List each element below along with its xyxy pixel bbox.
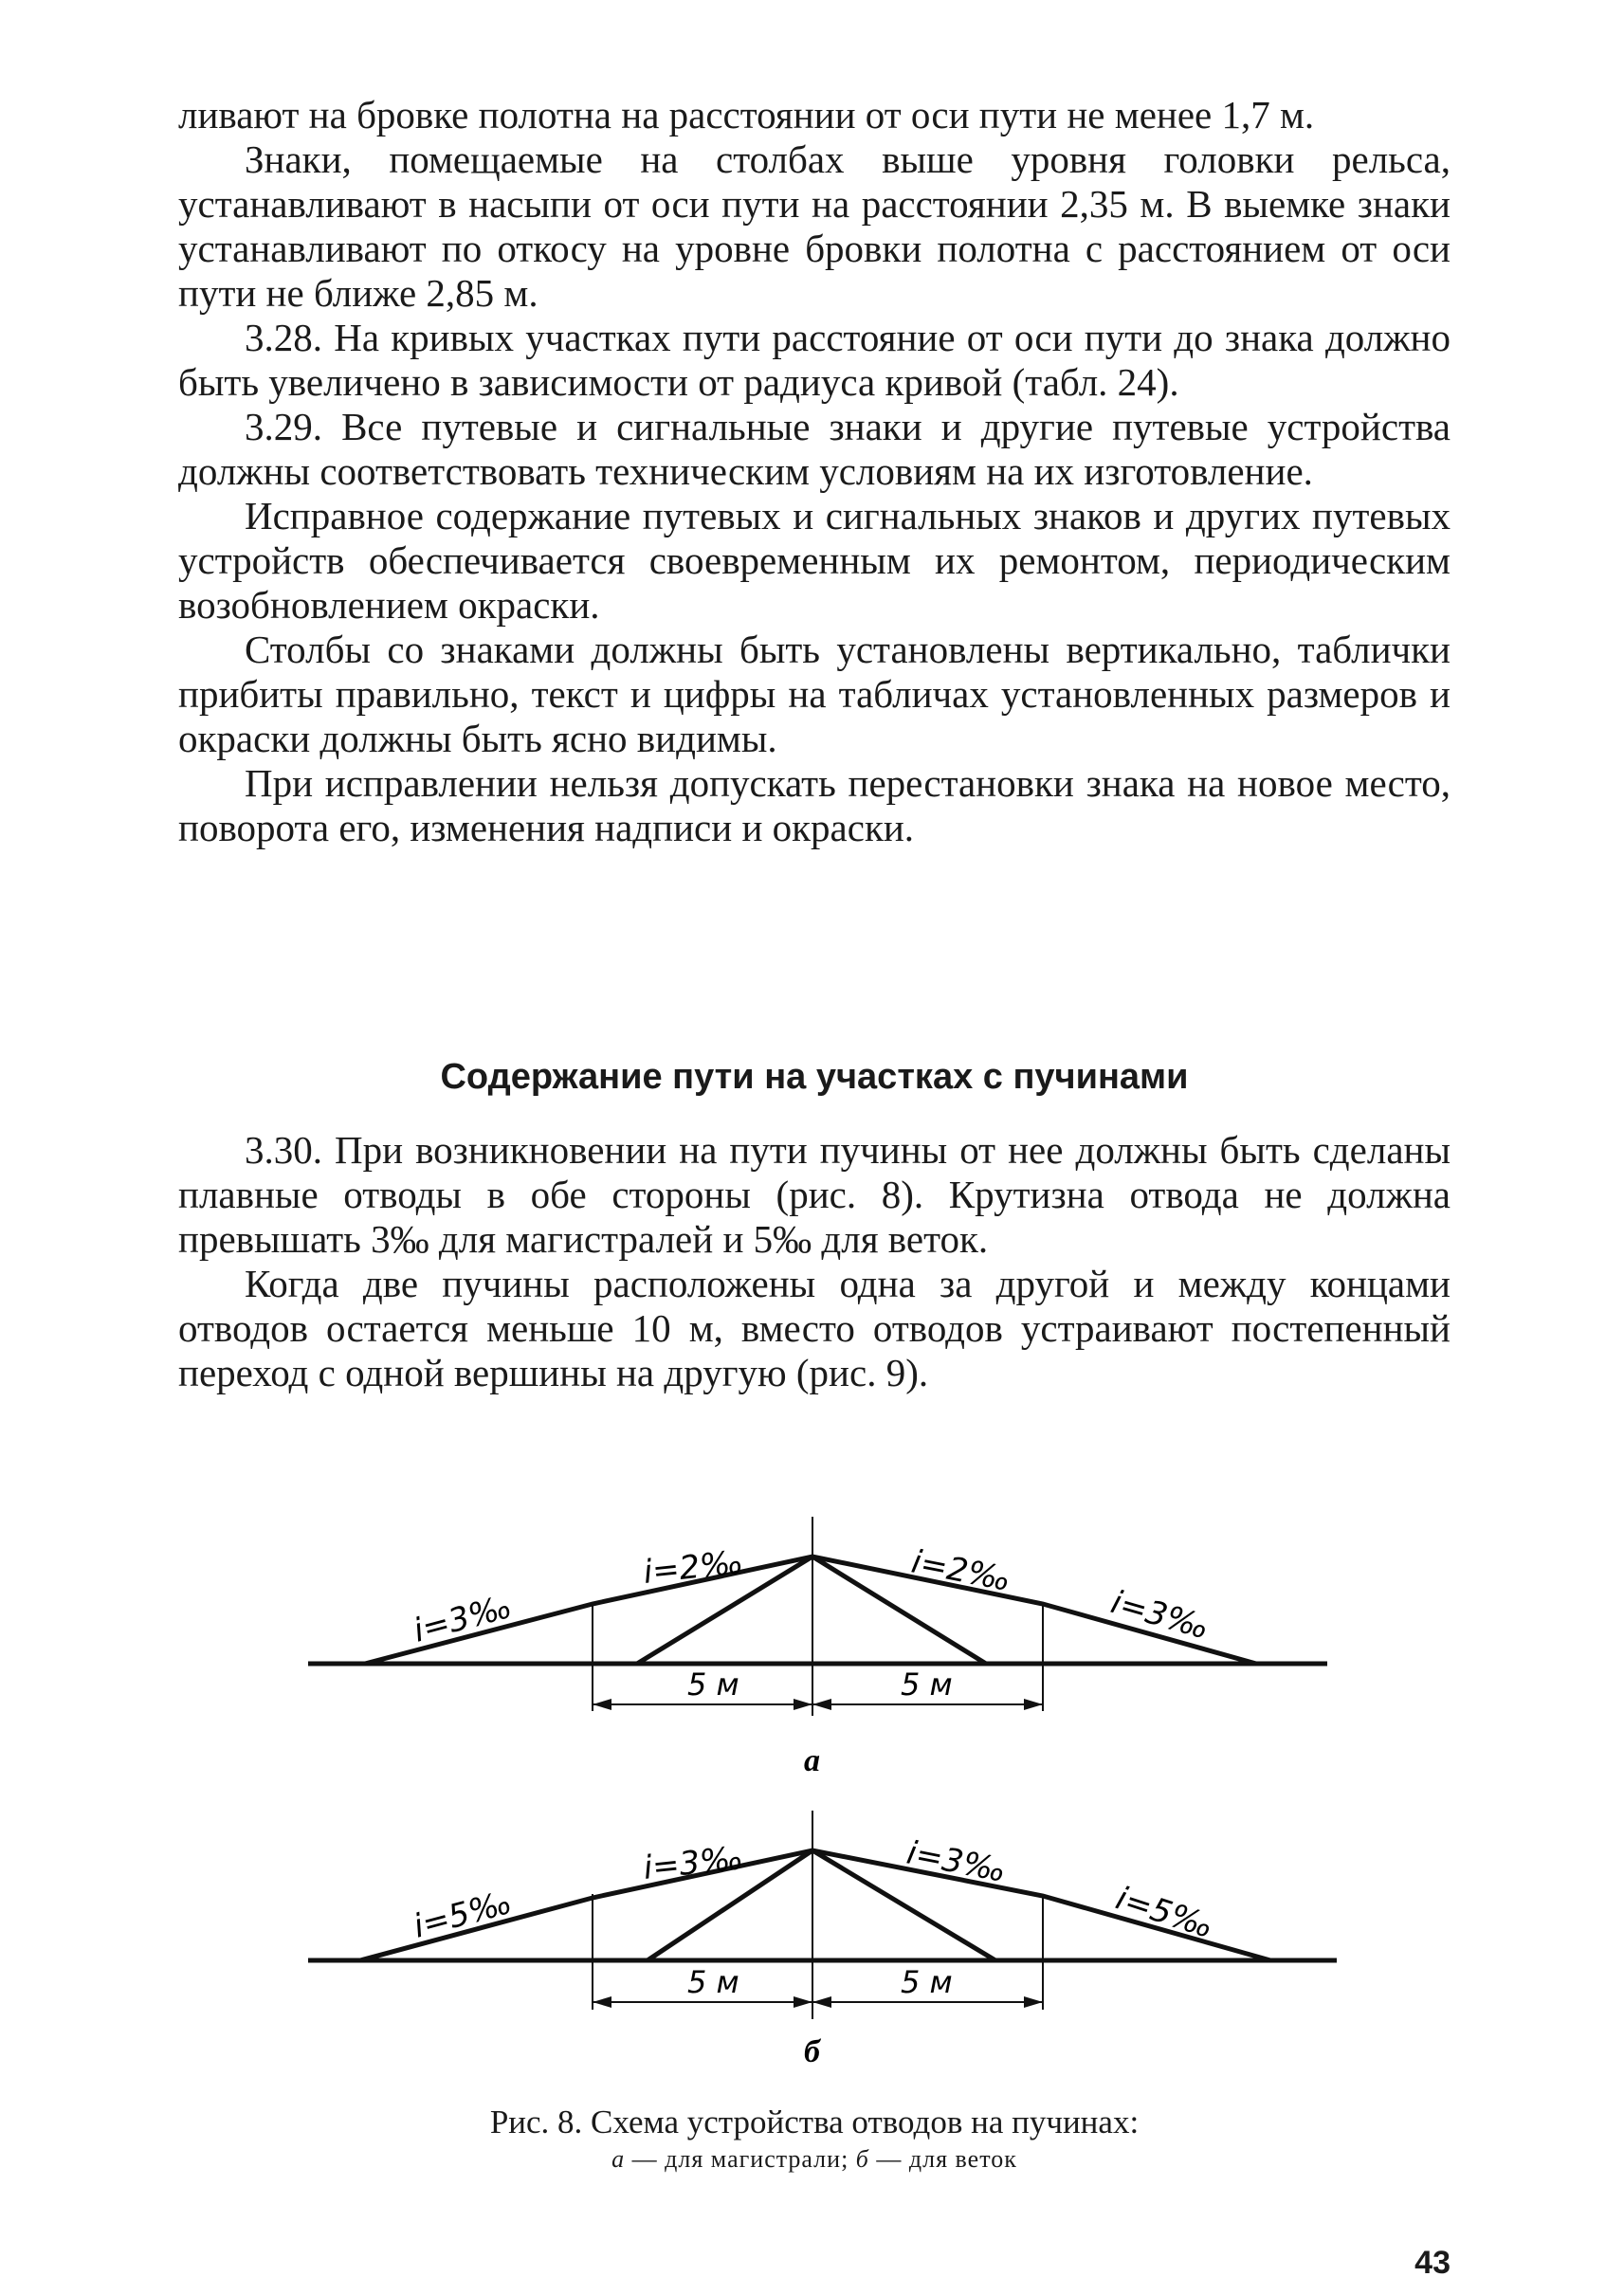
diagram-a [308, 1517, 1327, 1778]
paragraph-maintenance: Исправное содержание путевых и сигнальных знаков и других путевых устройств обеспечивается своевременным их ремонтом, периодическим возобновлением окраски. [178, 494, 1451, 627]
slope-label-inner-left: i=3‰ [641, 1839, 745, 1887]
dim-label-right: 5 м [901, 1964, 953, 2000]
arrow-mid-left [794, 1996, 812, 2008]
arrow-mid-left [794, 1699, 812, 1710]
diagram-a-label: а [804, 1743, 820, 1778]
paragraph-correction: При исправлении нельзя допускать перестановки знака на новое место, поворота его, изменения надписи и окраски. [178, 761, 1451, 849]
dim-label-left: 5 м [687, 1964, 739, 2000]
slope-label-outer-right: i=5‰ [1111, 1879, 1218, 1947]
paragraph-3-29: 3.29. Все путевые и сигнальные знаки и другие путевые устройства должны соответствовать техническим условиям на их изготовление. [178, 405, 1451, 493]
arrow-right [1024, 1699, 1043, 1710]
section-heading: Содержание пути на участках с пучинами [440, 1057, 1189, 1097]
paragraph-3-30: 3.30. При возникновении на пути пучины от нее должны быть сделаны плавные отводы в обе стороны (рис. 8). Крутизна отвода не должна превышать 3‰ для магистралей и 5‰ для веток. [178, 1128, 1451, 1261]
paragraph-signs-placement: Знаки, помещаемые на столбах выше уровня головки рельса, устанавливают в насыпи от оси пути на расстоянии 2,35 м. В выемке знаки устанавливают по откосу на уровне бровки полотна с расстоянием от оси пути не ближе 2,85 м. [178, 137, 1451, 315]
slope-label-inner-right: i=2‰ [908, 1542, 1014, 1599]
arrow-right [1024, 1996, 1043, 2008]
caption-letter-a: а [611, 2145, 626, 2173]
slope-label-inner-left: i=2‰ [641, 1543, 745, 1592]
arrow-left [593, 1996, 611, 2008]
dim-label-right: 5 м [901, 1667, 953, 1703]
figure-heave-ramps [0, 1488, 1624, 2095]
arrow-mid-right [812, 1996, 831, 2008]
arrow-left [593, 1699, 611, 1710]
slope-label-outer-right: i=3‰ [1106, 1583, 1213, 1648]
paragraph-3-28: 3.28. На кривых участках пути расстояние от оси пути до знака должно быть увеличено в зависимости от радиуса кривой (табл. 24). [178, 316, 1451, 404]
slope-label-outer-left: i=3‰ [409, 1587, 517, 1650]
paragraph-continuation: ливают на бровке полотна на расстоянии от оси пути не менее 1,7 м. [178, 93, 1315, 137]
paragraph-posts: Столбы со знаками должны быть установлены вертикально, таблички прибиты правильно, текст и цифры на табличах установленных размеров и окраски должны быть ясно видимы. [178, 628, 1451, 760]
figure-caption: Рис. 8. Схема устройства отводов на пучинах: [489, 2104, 1140, 2140]
diagram-b-label: б [804, 2034, 820, 2069]
figure-caption-legend [178, 2144, 1451, 2175]
paragraph-two-heaves: Когда две пучины расположены одна за другой и между концами отводов остается меньше 10 м, вместо отводов устраивают постепенный переход с одной вершины на другую (рис. 9). [178, 1262, 1451, 1394]
caption-text-a: — для магистрали; [625, 2145, 856, 2173]
caption-text-b: — для веток [868, 2145, 1017, 2173]
caption-letter-b: б [855, 2145, 869, 2173]
slope-label-outer-left: i=5‰ [409, 1883, 517, 1946]
arrow-mid-right [812, 1699, 831, 1710]
page-number: 43 [1414, 2245, 1451, 2281]
body-text-bottom [178, 1128, 1451, 1395]
dim-label-left: 5 м [687, 1667, 739, 1703]
diagram-b [308, 1811, 1337, 2069]
body-text-top [178, 93, 1451, 850]
slope-label-inner-right: i=3‰ [903, 1833, 1010, 1890]
